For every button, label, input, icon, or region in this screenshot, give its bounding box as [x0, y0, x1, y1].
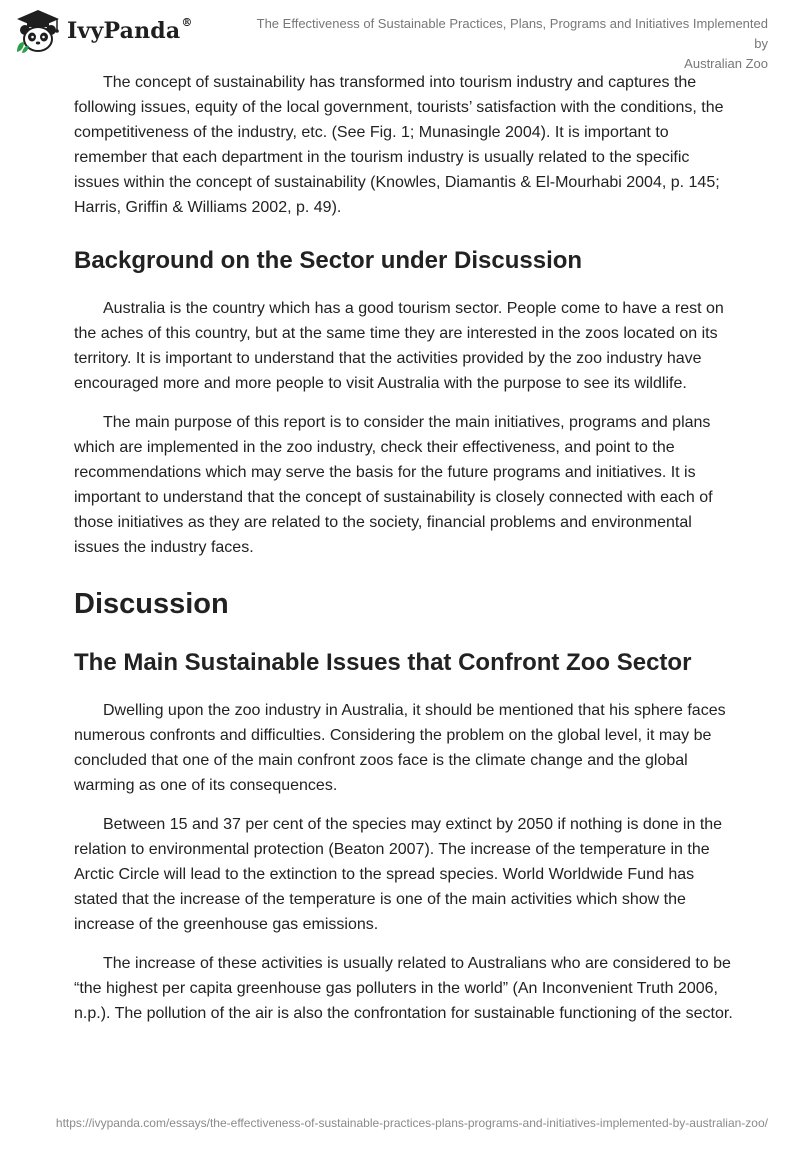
footer-url[interactable]: https://ivypanda.com/essays/the-effectiveness-of-sustainable-practices-plans-programs-and-initiatives-implemented-by-australian-zoo/ — [55, 1116, 768, 1130]
paragraph: The main purpose of this report is to consider the main initiatives, programs and plans which are implemented in the zoo industry, check their effectiveness, and point to the recommendations which may serve the basis for the future programs and initiatives. It is important to understand that the concept of sustainability is closely connected with each of those initiatives as they are related to the society, financial problems and environmental issues the industry faces. — [74, 414, 713, 556]
document-title-line-2: Australian Zoo — [684, 56, 768, 71]
paragraph: The increase of these activities is usually related to Australians who are considered to be “the highest per capita greenhouse gas polluters in the world” (An Inconvenient Truth 2006, n.p.). The pollution of the air is also the confrontation for sustainable functioning of the sector. — [74, 955, 733, 1022]
document-title-line-1: The Effectiveness of Sustainable Practices, Plans, Programs and Initiatives Implemented by — [256, 16, 768, 51]
paragraph: Dwelling upon the zoo industry in Australia, it should be mentioned that his sphere faces numerous confronts and difficulties. Considering the problem on the global level, it may be concluded that one of the main confront zoos face is the climate change and the global warming as one of its consequences. — [74, 702, 726, 794]
page-header — [0, 0, 800, 71]
paragraph: Between 15 and 37 per cent of the species may extinct by 2050 if nothing is done in the relation to environmental protection (Beaton 2007). The increase of the temperature in the Arctic Circle will lead to the extinction to the spread species. World Worldwide Fund has stated that the increase of the temperature is one of the main activities which show the increase of the greenhouse gas emissions. — [74, 816, 723, 933]
paragraph: Australia is the country which has a good tourism sector. People come to have a rest on the aches of this country, but at the same time they are interested in the zoos located on its territory. It is important to understand that the activities provided by the zoo industry have encouraged more and more people to visit Australia with the purpose to see its wildlife. — [74, 300, 724, 392]
section-heading-discussion: Discussion — [74, 588, 229, 620]
logo-wordmark: IvyPanda® — [67, 16, 193, 44]
ivypanda-logo[interactable] — [13, 8, 193, 54]
article-body — [74, 70, 734, 1040]
panda-graduate-icon — [13, 8, 63, 54]
section-heading-background: Background on the Sector under Discussion — [74, 247, 583, 274]
section-heading-issues: The Main Sustainable Issues that Confront Zoo Sector — [74, 649, 692, 676]
paragraph: The concept of sustainability has transformed into tourism industry and captures the following issues, equity of the local government, tourists’ satisfaction with the conditions, the competitiveness of the industry, etc. (See Fig. 1; Munasingle 2004). It is important to remember that each department in the tourism industry is usually related to the specific issues within the concept of sustainability (Knowles, Diamantis & El-Mourhabi 2004, p. 145; Harris, Griffin & Williams 2002, p. 49). — [74, 74, 724, 216]
document-title — [248, 14, 768, 74]
